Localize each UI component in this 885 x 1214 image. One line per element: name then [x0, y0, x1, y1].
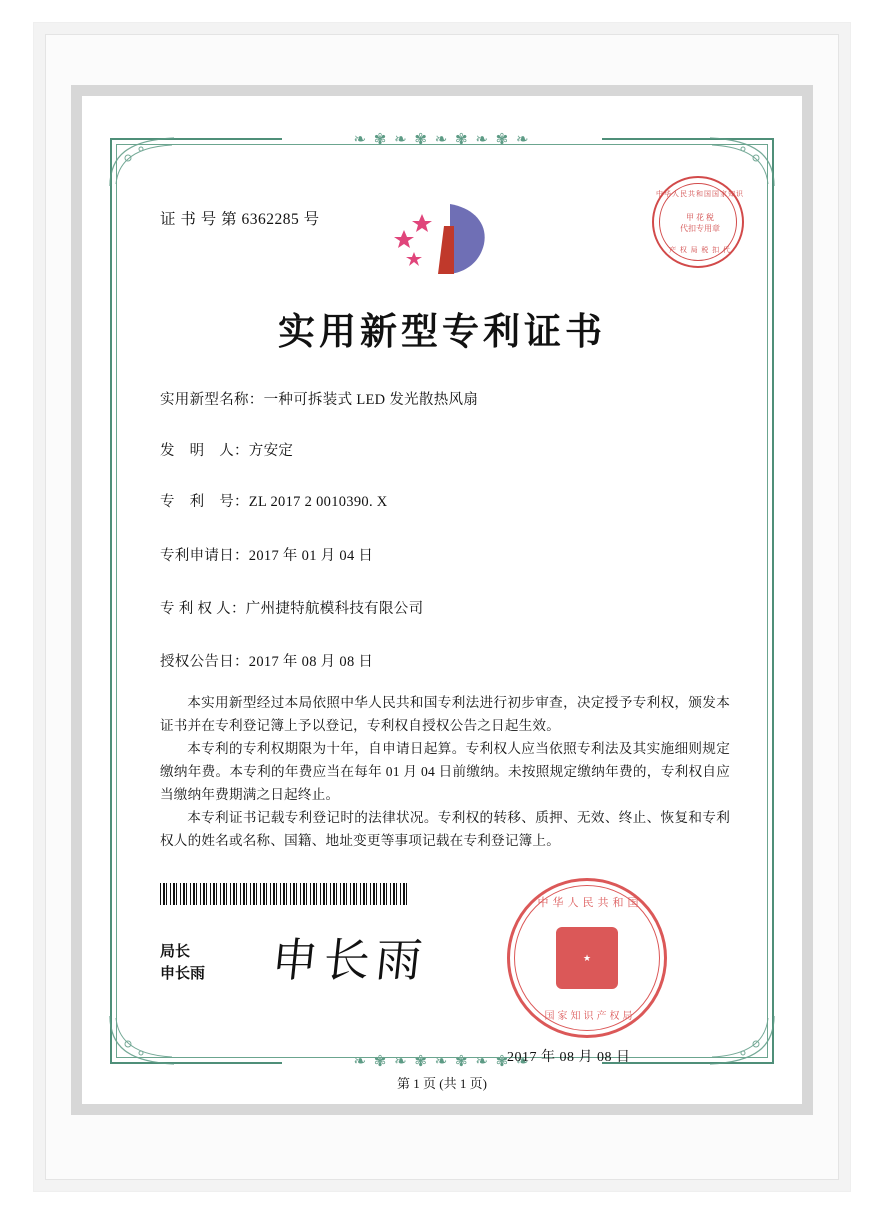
tax-seal: [652, 176, 744, 268]
body-paragraph: 本专利证书记载专利登记时的法律状况。专利权的转移、质押、无效、终止、恢复和专利权人的姓名或名称、国籍、地址变更等事项记载在专利登记簿上。: [160, 810, 730, 848]
sipo-logo-icon: [392, 196, 502, 286]
body-paragraph: 本实用新型经过本局依照中华人民共和国专利法进行初步审查，决定授予专利权，颁发本证书并在专利登记簿上予以登记，专利权自授权公告之日起生效。: [160, 695, 730, 733]
field-inventor: 发 明 人：方安定: [160, 443, 294, 459]
field-grant-date: 授权公告日：2017 年 08 月 08 日: [160, 654, 374, 670]
certificate-paper: [82, 96, 802, 1104]
certificate-content: [82, 96, 802, 1104]
certificate-number: 证 书 号 第 6362285 号: [160, 211, 320, 228]
national-seal-bottom-text: 国家知识产权局: [544, 1011, 636, 1022]
barcode: [160, 883, 410, 905]
director-signature: 申长雨: [268, 933, 431, 987]
tax-seal-line2: 代扣专用章: [680, 224, 720, 233]
body-paragraph: 本专利的专利权期限为十年，自申请日起算。专利权人应当依照专利法及其实施细则规定缴纳年费。本专利的年费应当在每年 01 月 04 日前缴纳。未按照规定缴纳年费的，专利权自应当缴纳年费期满之日起终止。: [160, 741, 730, 802]
bottom-ornament: ❧ ✾ ❧ ✾ ❧ ✾ ❧ ✾ ❧: [282, 1049, 602, 1075]
top-ornament: ❧ ✾ ❧ ✾ ❧ ✾ ❧ ✾ ❧: [282, 127, 602, 153]
page-footer: 第 1 页 (共 1 页): [397, 1076, 487, 1091]
tax-seal-line1: 甲 花 税: [686, 213, 714, 222]
body-text: [160, 691, 730, 852]
director-name: 申长雨: [160, 966, 206, 982]
national-seal: [507, 878, 667, 1038]
director-block: [160, 941, 205, 985]
field-utility-model-name: 实用新型名称：一种可拆装式 LED 发光散热风扇: [160, 392, 479, 408]
tax-seal-arc-top: 中华人民共和国国家知识: [656, 190, 744, 198]
seal-date: 2017 年 08 月 08 日: [507, 1050, 631, 1065]
director-title: 局长: [160, 944, 191, 960]
field-application-date: 专利申请日：2017 年 01 月 04 日: [160, 548, 374, 564]
national-emblem-icon: ★: [556, 927, 618, 989]
field-patentee: 专 利 权 人：广州捷特航模科技有限公司: [160, 601, 424, 617]
tax-seal-arc-bottom: 产 权 局 税 扣 代: [669, 246, 731, 254]
national-seal-top-text: 中华人民共和国: [537, 897, 643, 909]
field-patent-number: 专 利 号：ZL 2017 2 0010390. X: [160, 494, 388, 510]
page-title: 实用新型专利证书: [278, 309, 606, 353]
